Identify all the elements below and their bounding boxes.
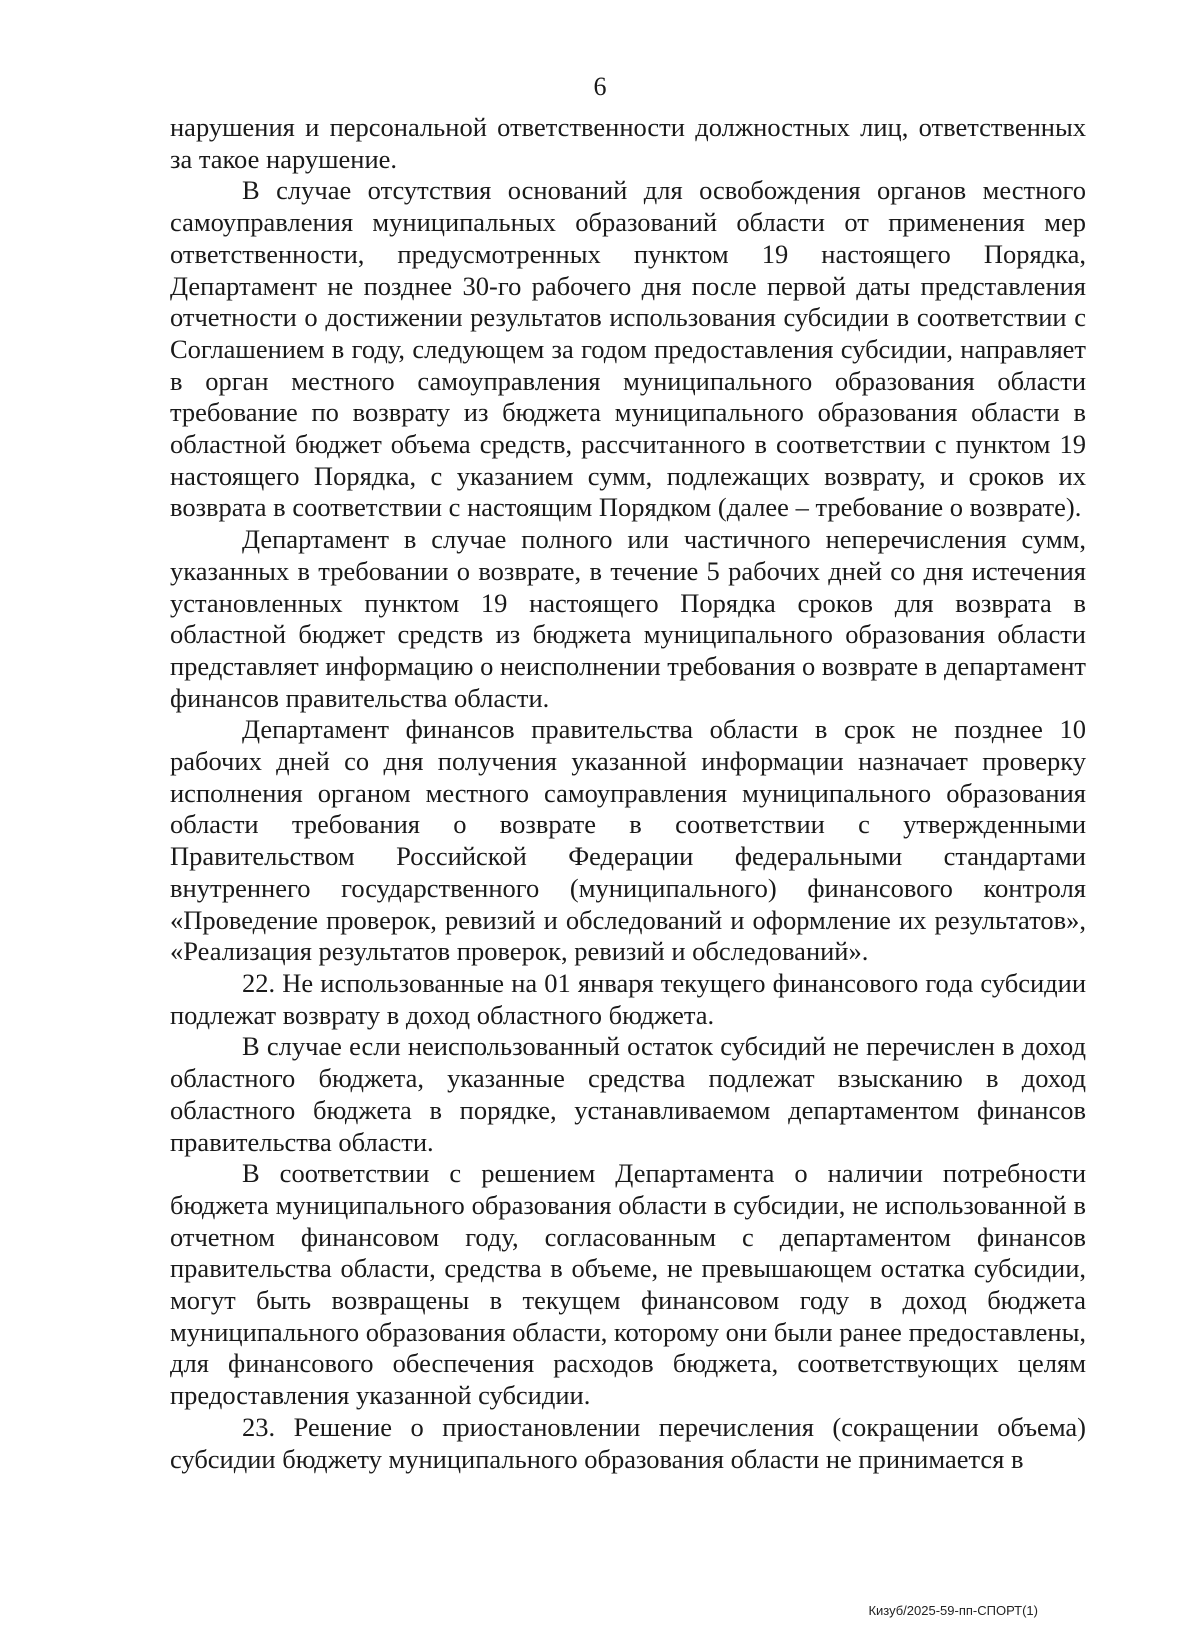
page-number: 6 [593, 72, 607, 101]
paragraph: Департамент финансов правительства области в срок не позднее 10 рабочих дней со дня получения указанной информации назначает проверку исполнения органом местного самоуправления муниципального образования области требования о возврате в соответствии с утвержденными Правительством Российской Федерации федеральными стандартами внутреннего государственного (муниципального) финансового контроля «Проведение проверок, ревизий и обследований и оформление их результатов», «Реализация результатов проверок, ревизий и обследований». [170, 714, 1086, 967]
paragraph: В случае отсутствия оснований для освобождения органов местного самоуправления муниципальных образований области от применения мер ответственности, предусмотренных пунктом 19 настоящего Порядка, Департамент не позднее 30-го рабочего дня после первой даты представления отчетности о достижении результатов использования субсидии в соответствии с Соглашением в году, следующем за годом предоставления субсидии, направляет в орган местного самоуправления муниципального образования области требование по возврату из бюджета муниципального образования области в областной бюджет объема средств, рассчитанного в соответствии с пунктом 19 настоящего Порядка, с указанием сумм, подлежащих возврату, и сроков их возврата в соответствии с настоящим Порядком (далее – требование о возврате). [170, 175, 1086, 523]
paragraph: В соответствии с решением Департамента о наличии потребности бюджета муниципального образования области в субсидии, не использованной в отчетном финансовом году, согласованным с департаментом финансов правительства области, средства в объеме, не превышающем остатка субсидии, могут быть возвращены в текущем финансовом году в доход бюджета муниципального образования области, которому они были ранее предоставлены, для финансового обеспечения расходов бюджета, соответствующих целям предоставления указанной субсидии. [170, 1158, 1086, 1411]
document-code: Кизуб/2025-59-пп-СПОРТ(1) [868, 1603, 1038, 1618]
document-body [170, 112, 1086, 1475]
paragraph-continuation: нарушения и персональной ответственности должностных лиц, ответственных за такое нарушение. [170, 112, 1086, 174]
paragraph-item-22: 22. Не использованные на 01 января текущего финансового года субсидии подлежат возврату в доход областного бюджета. [170, 967, 1086, 1030]
paragraph-item-23: 23. Решение о приостановлении перечисления (сокращении объема) субсидии бюджету муниципального образования области не принимается в [170, 1411, 1086, 1474]
paragraph: Департамент в случае полного или частичного неперечисления сумм, указанных в требовании о возврате, в течение 5 рабочих дней со дня истечения установленных пунктом 19 настоящего Порядка сроков для возврата в областной бюджет средств из бюджета муниципального образования области представляет информацию о неисполнении требования о возврате в департамент финансов правительства области. [170, 524, 1086, 713]
paragraph: В случае если неиспользованный остаток субсидий не перечислен в доход областного бюджета, указанные средства подлежат взысканию в доход областного бюджета в порядке, устанавливаемом департаментом финансов правительства области. [170, 1031, 1086, 1157]
